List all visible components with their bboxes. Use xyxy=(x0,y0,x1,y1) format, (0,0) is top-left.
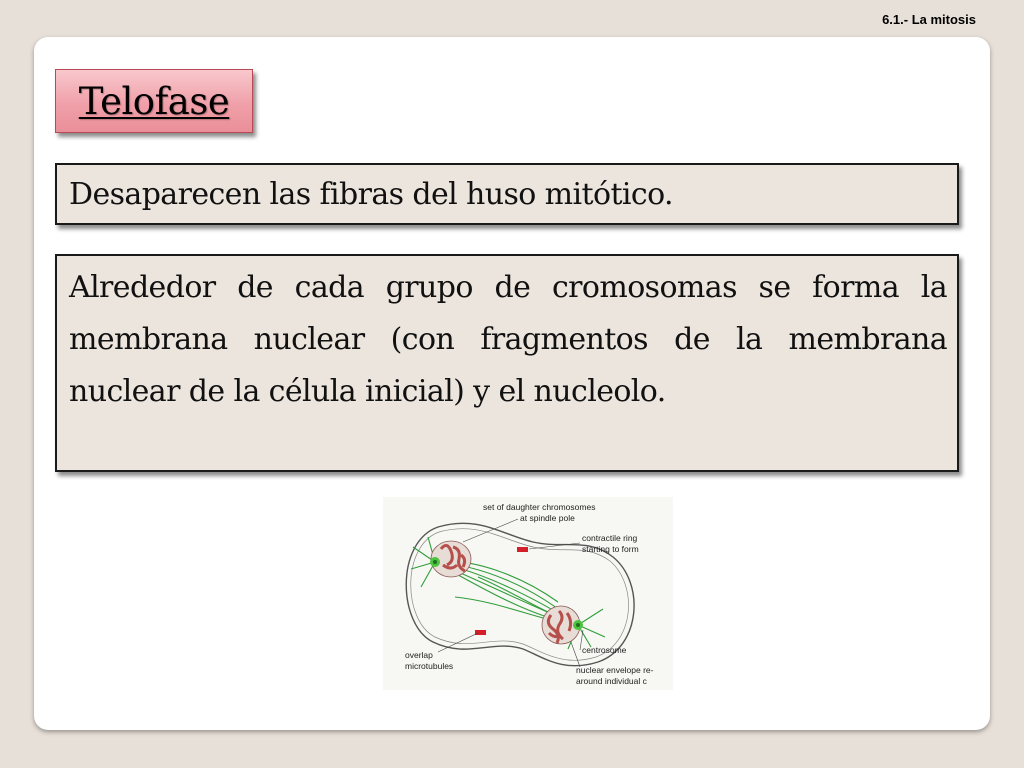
chromosomes-right xyxy=(542,606,583,644)
contractile-ring-bottom xyxy=(475,630,486,635)
label-daughter-chromosomes: set of daughter chromosomes xyxy=(483,502,596,512)
label-spindle-pole: at spindle pole xyxy=(520,513,575,523)
contractile-ring-top xyxy=(517,547,528,552)
telophase-diagram xyxy=(383,497,673,690)
label-microtubules: microtubules xyxy=(405,661,454,671)
chromosomes-left xyxy=(430,541,471,577)
paragraph-fibers: Desaparecen las fibras del huso mitótico. xyxy=(69,177,673,212)
title-box xyxy=(55,69,253,133)
label-overlap: overlap xyxy=(405,650,433,660)
section-label: 6.1.- La mitosis xyxy=(882,12,976,27)
label-around-individual: around individual c xyxy=(576,676,647,686)
label-contractile-ring: contractile ring xyxy=(582,533,638,543)
slide-title: Telofase xyxy=(78,79,230,123)
text-box-membrane xyxy=(55,254,959,472)
label-starting-to-form: starting to form xyxy=(582,544,639,554)
telophase-diagram-svg xyxy=(383,497,673,690)
text-box-fibers xyxy=(55,163,959,225)
label-nuclear-envelope: nuclear envelope re- xyxy=(576,665,654,675)
paragraph-membrane: Alrededor de cada grupo de cromosomas se forma la membrana nuclear (con fragmentos de la membrana nuclear de la célula inicial) y el nucleolo. xyxy=(69,270,947,409)
label-centrosome: centrosome xyxy=(582,645,627,655)
